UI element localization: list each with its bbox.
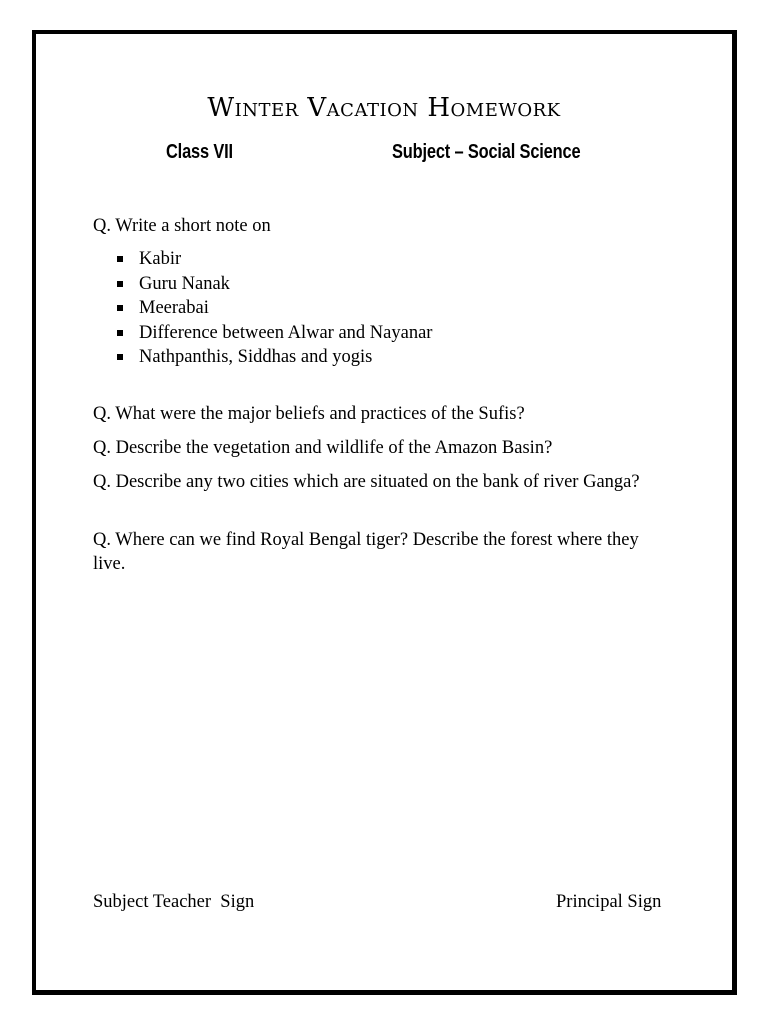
bullet-icon	[117, 256, 123, 262]
list-item-text: Nathpanthis, Siddhas and yogis	[139, 347, 373, 367]
question-short-note: Q. Write a short note on	[93, 216, 271, 236]
list-item-text: Difference between Alwar and Nayanar	[139, 322, 433, 343]
bullet-icon	[117, 305, 123, 311]
short-note-list	[117, 247, 432, 370]
class-label: Class VII	[166, 141, 233, 163]
list-item-text: Guru Nanak	[139, 273, 230, 294]
list-item	[117, 296, 432, 321]
list-item	[117, 321, 432, 346]
document-title: Winter Vacation Homework	[207, 93, 561, 123]
list-item-text: Kabir	[139, 249, 182, 269]
page-border-shadow	[36, 34, 733, 991]
list-item	[117, 247, 432, 272]
list-item	[117, 272, 432, 297]
question-amazon-basin: Q. Describe the vegetation and wildlife of the Amazon Basin?	[93, 438, 553, 458]
bullet-icon	[117, 330, 123, 336]
list-item-text: Meerabai	[139, 298, 209, 318]
question-bengal-tiger: Q. Where can we find Royal Bengal tiger? Describe the forest where they live.	[93, 530, 639, 574]
question-ganga-cities: Q. Describe any two cities which are situated on the bank of river Ganga?	[93, 472, 640, 492]
teacher-sign-label: Subject Teacher Sign	[93, 892, 255, 912]
subject-label: Subject – Social Science	[392, 141, 581, 163]
bullet-icon	[117, 281, 123, 287]
principal-sign-label: Principal Sign	[556, 892, 662, 912]
list-item	[117, 345, 432, 370]
bullet-icon	[117, 354, 123, 360]
question-sufis: Q. What were the major beliefs and practices of the Sufis?	[93, 404, 525, 424]
